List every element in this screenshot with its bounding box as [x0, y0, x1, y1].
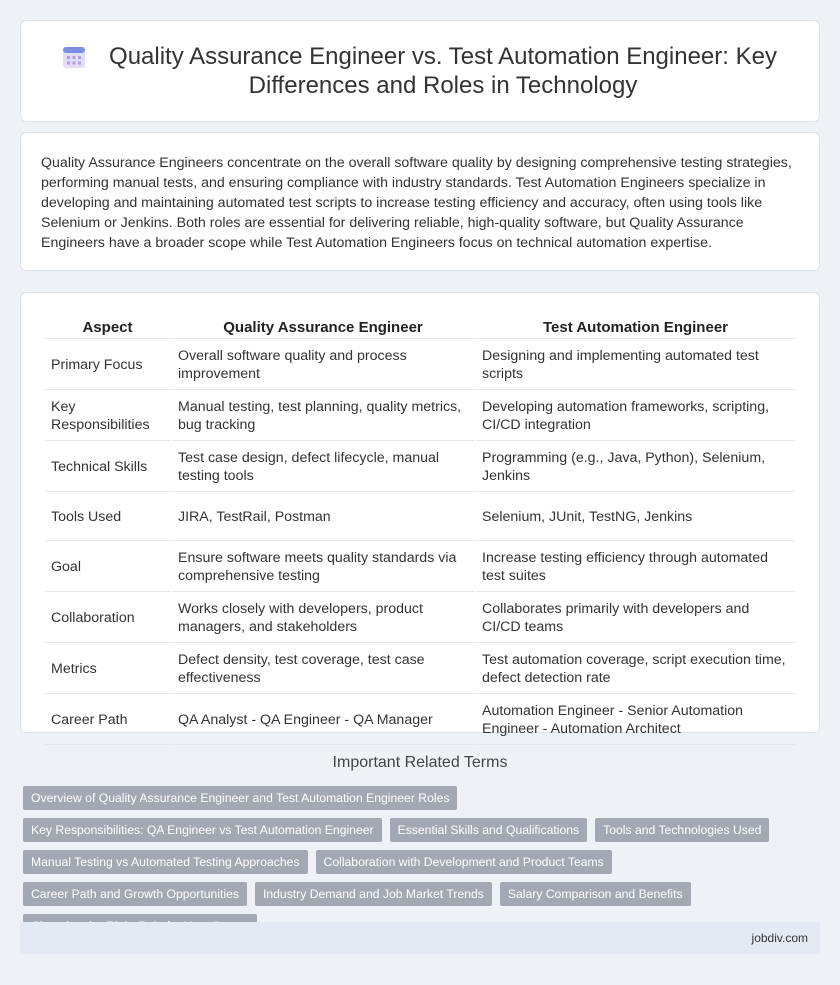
- table-row: [45, 543, 795, 592]
- table-row: [45, 443, 795, 492]
- header-aspect: Aspect: [45, 315, 170, 339]
- related-term-tag[interactable]: Salary Comparison and Benefits: [500, 882, 691, 906]
- table-row: [45, 392, 795, 441]
- intro-card: [20, 132, 820, 271]
- row-qa-value: Ensure software meets quality standards via comprehensive testing: [172, 543, 474, 592]
- header-qa-engineer: Quality Assurance Engineer: [172, 315, 474, 339]
- row-automation-value: Designing and implementing automated test scripts: [476, 341, 795, 390]
- related-term-tag[interactable]: Essential Skills and Qualifications: [390, 818, 588, 842]
- row-qa-value: Works closely with developers, product managers, and stakeholders: [172, 594, 474, 643]
- row-qa-value: QA Analyst - QA Engineer - QA Manager: [172, 696, 474, 745]
- row-automation-value: Automation Engineer - Senior Automation Engineer - Automation Architect: [476, 696, 795, 745]
- comparison-table-card: [20, 292, 820, 737]
- row-aspect: Goal: [45, 543, 170, 592]
- table-row: [45, 341, 795, 390]
- row-aspect: Collaboration: [45, 594, 170, 643]
- related-term-tag[interactable]: Industry Demand and Job Market Trends: [255, 882, 492, 906]
- row-automation-value: Selenium, JUnit, TestNG, Jenkins: [476, 494, 795, 541]
- related-term-tag[interactable]: Manual Testing vs Automated Testing Approaches: [23, 850, 308, 874]
- comparison-table: [43, 313, 797, 747]
- calendar-grid-icon: [61, 44, 87, 70]
- header-automation-engineer: Test Automation Engineer: [476, 315, 795, 339]
- intro-paragraph: Quality Assurance Engineers concentrate on the overall software quality by designing comprehensive testing strategies, performing manual tests, and ensuring compliance with industry standards. Test Automation Engineers specialize in developing and maintaining automated test scripts to increase testing efficiency and accuracy, often using tools like Selenium or Jenkins. Both roles are essential for delivering reliable, high-quality software, but Quality Assurance Engineers have a broader scope while Test Automation Engineers focus on technical automation expertise.: [41, 155, 792, 251]
- row-automation-value: Developing automation frameworks, scripting, CI/CD integration: [476, 392, 795, 441]
- related-terms-heading: Important Related Terms: [332, 754, 508, 771]
- footer: [20, 922, 820, 954]
- row-qa-value: Manual testing, test planning, quality metrics, bug tracking: [172, 392, 474, 441]
- row-qa-value: JIRA, TestRail, Postman: [172, 494, 474, 541]
- row-aspect: Technical Skills: [45, 443, 170, 492]
- table-header-row: [45, 315, 795, 339]
- row-aspect: Metrics: [45, 645, 170, 694]
- related-term-tag[interactable]: Career Path and Growth Opportunities: [23, 882, 247, 906]
- related-term-tag[interactable]: Collaboration with Development and Product Teams: [316, 850, 612, 874]
- footer-site-link[interactable]: jobdiv.com: [751, 931, 808, 945]
- row-automation-value: Collaborates primarily with developers and CI/CD teams: [476, 594, 795, 643]
- row-aspect: Key Responsibilities: [45, 392, 170, 441]
- row-aspect: Tools Used: [45, 494, 170, 541]
- table-row: [45, 594, 795, 643]
- table-row: [45, 494, 795, 541]
- row-automation-value: Programming (e.g., Java, Python), Selenium, Jenkins: [476, 443, 795, 492]
- row-aspect: Career Path: [45, 696, 170, 745]
- row-qa-value: Defect density, test coverage, test case effectiveness: [172, 645, 474, 694]
- header-card: [20, 20, 820, 122]
- table-row: [45, 696, 795, 745]
- page-title: Quality Assurance Engineer vs. Test Automation Engineer: Key Differences and Roles in Technology: [109, 43, 777, 99]
- row-qa-value: Overall software quality and process improvement: [172, 341, 474, 390]
- row-automation-value: Test automation coverage, script execution time, defect detection rate: [476, 645, 795, 694]
- related-term-tag[interactable]: Tools and Technologies Used: [595, 818, 769, 842]
- related-term-tag[interactable]: Key Responsibilities: QA Engineer vs Test Automation Engineer: [23, 818, 382, 842]
- row-aspect: Primary Focus: [45, 341, 170, 390]
- row-automation-value: Increase testing efficiency through automated test suites: [476, 543, 795, 592]
- row-qa-value: Test case design, defect lifecycle, manual testing tools: [172, 443, 474, 492]
- related-terms-list: [23, 786, 823, 938]
- table-row: [45, 645, 795, 694]
- related-term-tag[interactable]: Overview of Quality Assurance Engineer and Test Automation Engineer Roles: [23, 786, 457, 810]
